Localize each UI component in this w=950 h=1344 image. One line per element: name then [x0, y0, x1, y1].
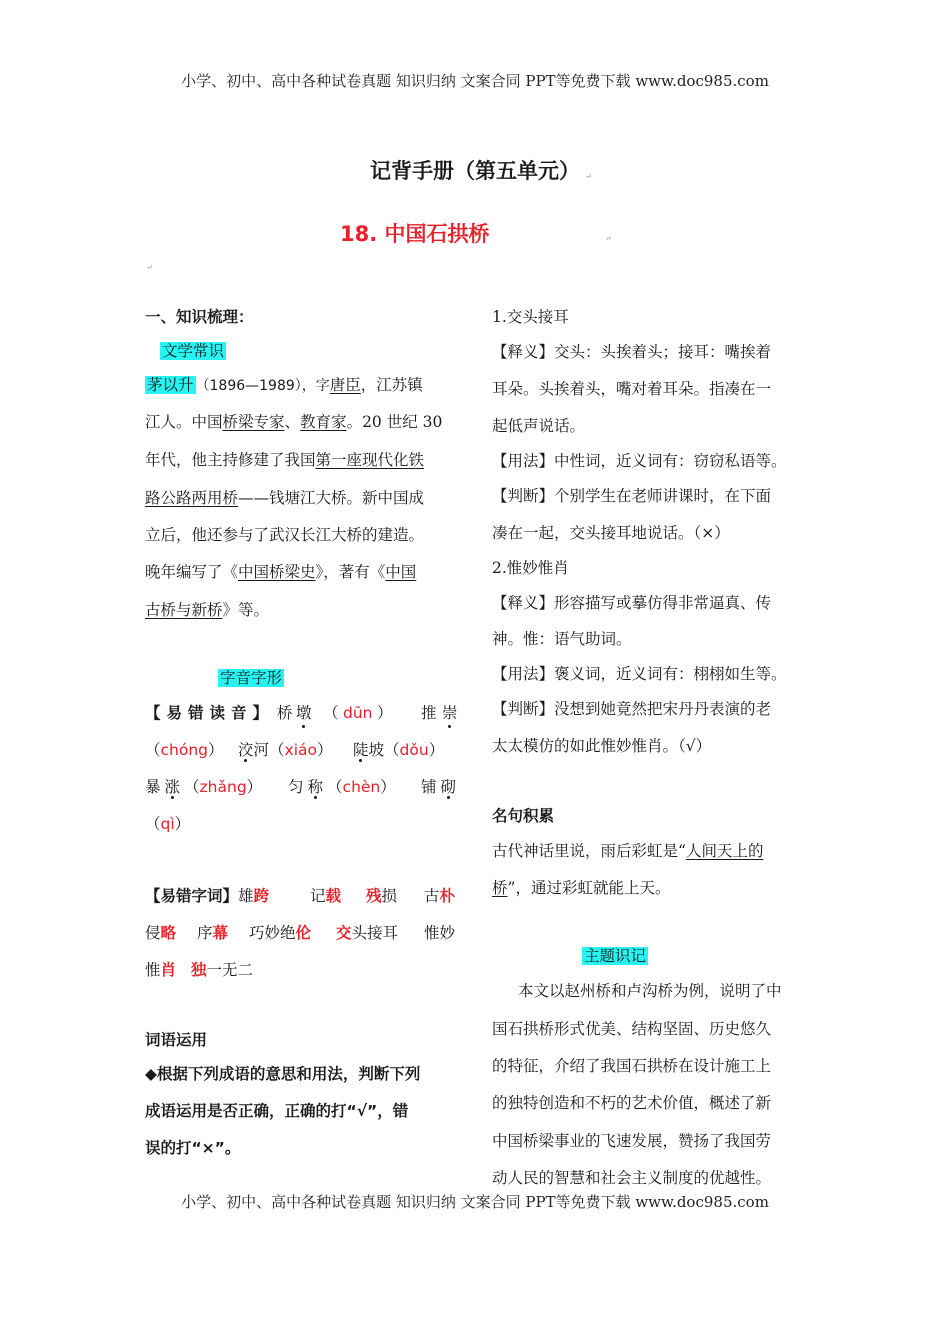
- author-line-1: 茅以升 （1896—1989），字唐臣，江苏镇: [147, 376, 423, 394]
- theme-line-6: 动人民的智慧和社会主义制度的优越性。: [492, 1169, 772, 1187]
- theme-line-5: 中国桥梁事业的飞速发展，赞扬了我国劳: [492, 1132, 772, 1150]
- section-heading: 一、知识梳理：: [145, 308, 254, 326]
- words-row-1: 【易错字词】雄跨 记载 残损 古朴: [145, 886, 456, 905]
- lesson-title: 18. 中国石拱桥: [340, 222, 490, 246]
- idiom1-panduan-1: 【判断】个别学生在老师讲课时，在下面: [492, 487, 772, 505]
- theme-label: 主题识记: [584, 947, 647, 965]
- page-header: 小学、初中、高中各种试卷真题 知识归纳 文案合同 PPT等免费下载 www.doc985.com: [181, 72, 769, 90]
- idiom1-shiyi-1: 【释义】交头：头挨着头；接耳：嘴挨着: [492, 343, 772, 361]
- page-footer: 小学、初中、高中各种试卷真题 知识归纳 文案合同 PPT等免费下载 www.doc985.com: [181, 1193, 769, 1211]
- pron-row-3: 暴 涨 （zhǎng） 匀 称 （chèn） 铺 砌: [145, 778, 457, 796]
- idiom2-title: 2.惟妙惟肖: [492, 559, 569, 577]
- instruction-line-1: ◆根据下列成语的意思和用法，判断下列: [145, 1065, 421, 1083]
- author-line-5: 立后，他还参与了武汉长江大桥的建造。: [145, 526, 425, 544]
- page-title: 记背手册（第五单元）: [370, 159, 580, 183]
- words-row-3: 惟肖 独一无二: [145, 960, 253, 979]
- theme-line-2: 国石拱桥形式优美、结构坚固、历史悠久: [492, 1020, 772, 1038]
- idiom2-panduan-2: 太太模仿的如此惟妙惟肖。（√）: [492, 737, 712, 755]
- idiom1-yongfa: 【用法】中性词，近义词有：窃窃私语等。: [492, 452, 787, 470]
- author-line-4: 路公路两用桥——钱塘江大桥。新中国成: [145, 489, 425, 507]
- theme-line-4: 的独特创造和不朽的艺术价值，概述了新: [492, 1094, 772, 1112]
- idiom2-shiyi-1: 【释义】形容描写或摹仿得非常逼真、传: [492, 594, 772, 612]
- pron-row-1: 【易错读音】 桥 墩 （ dūn ） 推 崇: [145, 701, 460, 725]
- author-line-3: 年代，他主持修建了我国第一座现代化铁: [145, 451, 425, 469]
- pron-label: 字音字形: [220, 669, 283, 687]
- idiom1-panduan-2: 凑在一起，交头接耳地说话。（×）: [492, 524, 730, 542]
- idiom2-panduan-1: 【判断】没想到她竟然把宋丹丹表演的老: [492, 700, 772, 718]
- quote-line-1: 古代神话里说，雨后彩虹是“人间天上的: [492, 842, 764, 860]
- theme-line-3: 的特征，介绍了我国石拱桥在设计施工上: [492, 1057, 772, 1075]
- lit-label: 文学常识: [162, 342, 225, 360]
- paragraph-mark: ↵: [605, 234, 612, 243]
- instruction-line-3: 误的打“×”。: [145, 1139, 241, 1157]
- words-row-2: 侵略 序幕 巧妙绝伦 交头接耳 惟妙: [145, 923, 456, 942]
- author-name: 茅以升: [147, 376, 194, 394]
- quote-heading: 名句积累: [492, 807, 555, 825]
- usage-heading: 词语运用: [145, 1031, 208, 1049]
- paragraph-mark: ↵: [146, 263, 153, 272]
- idiom2-yongfa: 【用法】褒义词，近义词有：栩栩如生等。: [492, 665, 787, 683]
- pron-row-2: （chóng） 洨河（xiáo） 陡坡（dǒu）: [145, 741, 445, 759]
- instruction-line-2: 成语运用是否正确，正确的打“√”，错: [145, 1102, 409, 1120]
- author-line-2: 江人。中国桥梁专家、教育家。20 世纪 30: [145, 413, 443, 431]
- idiom1-shiyi-2: 耳朵。头挨着头，嘴对着耳朵。指凑在一: [492, 380, 772, 398]
- idiom2-shiyi-2: 神。惟：语气助词。: [492, 630, 632, 648]
- pron-row-4: （qì）: [145, 815, 191, 833]
- paragraph-mark: ↵: [585, 172, 592, 181]
- theme-line-1: 本文以赵州桥和卢沟桥为例，说明了中: [518, 982, 782, 1000]
- idiom1-shiyi-3: 起低声说话。: [492, 417, 586, 435]
- author-line-6: 晚年编写了《中国桥梁史》，著有《中国: [145, 563, 417, 581]
- quote-line-2: 桥”，通过彩虹就能上天。: [492, 879, 671, 897]
- idiom1-title: 1.交头接耳: [492, 308, 569, 326]
- author-line-7: 古桥与新桥》等。: [145, 601, 270, 619]
